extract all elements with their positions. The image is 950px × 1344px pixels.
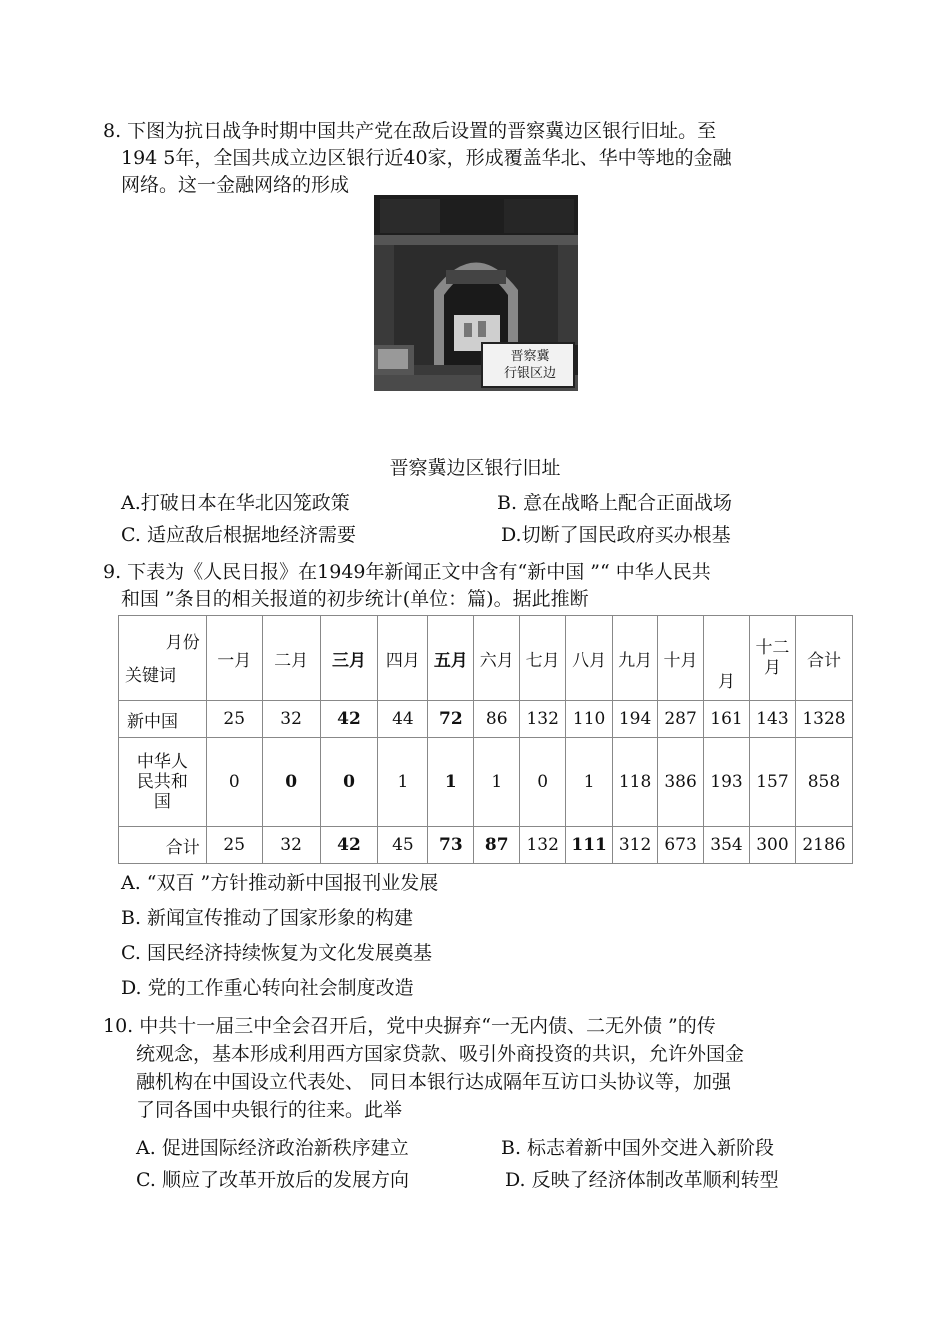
q10-option-a[interactable]: A. 促进国际经济政治新秩序建立 xyxy=(136,1137,409,1159)
table-cell: 87 xyxy=(474,827,520,864)
bank-site-photo xyxy=(374,195,578,391)
q10-option-b[interactable]: B. 标志着新中国外交进入新阶段 xyxy=(501,1137,775,1159)
month-header: 四月 xyxy=(378,616,428,701)
q8-stem-line2: 194 5年，全国共成立边区银行近40家，形成覆盖华北、华中等地的金融 xyxy=(121,147,732,169)
row-label: 新中国 xyxy=(119,701,207,738)
corner-month-label: 月份 xyxy=(165,633,200,653)
q9-stem-line1: 9. 下表为《人民日报》在1949年新闻正文中含有“新中国 ”“ 中华人民共 xyxy=(103,561,711,583)
table-cell: 1 xyxy=(474,738,520,827)
row-label: 合计 xyxy=(119,827,207,864)
month-header: 二月 xyxy=(262,616,320,701)
table-cell: 673 xyxy=(658,827,704,864)
table-cell: 1 xyxy=(378,738,428,827)
month-header: 八月 xyxy=(566,616,613,701)
q10-option-d[interactable]: D. 反映了经济体制改革顺利转型 xyxy=(505,1169,779,1191)
month-header: 三月 xyxy=(320,616,378,701)
table-cell: 44 xyxy=(378,701,428,738)
table-row xyxy=(119,827,853,864)
month-header: 九月 xyxy=(613,616,658,701)
month-header: 十二 月 xyxy=(749,616,795,701)
table-header-row xyxy=(119,616,853,701)
row-label: 中华人 民共和 国 xyxy=(119,738,207,827)
table-cell: 194 xyxy=(613,701,658,738)
table-cell: 25 xyxy=(206,827,262,864)
q8-option-a[interactable]: A.打破日本在华北囚笼政策 xyxy=(121,492,350,514)
table-row xyxy=(119,701,853,738)
table-cell: 157 xyxy=(749,738,795,827)
q9-option-d[interactable]: D. 党的工作重心转向社会制度改造 xyxy=(121,977,414,999)
table-cell: 25 xyxy=(206,701,262,738)
table-corner-cell xyxy=(119,616,207,701)
q10-stem-line4: 了同各国中央银行的往来。此举 xyxy=(136,1099,403,1121)
table-cell: 312 xyxy=(613,827,658,864)
photo-caption: 晋察冀边区银行旧址 xyxy=(389,457,561,479)
table-cell: 42 xyxy=(320,827,378,864)
table-cell: 132 xyxy=(520,827,566,864)
month-header: 五月 xyxy=(428,616,474,701)
table-cell: 45 xyxy=(378,827,428,864)
table-cell: 2186 xyxy=(795,827,852,864)
table-cell: 143 xyxy=(749,701,795,738)
q9-option-c[interactable]: C. 国民经济持续恢复为文化发展奠基 xyxy=(121,942,432,964)
table-row xyxy=(119,738,853,827)
table-cell: 73 xyxy=(428,827,474,864)
q8-option-b[interactable]: B. 意在战略上配合正面战场 xyxy=(497,492,733,514)
corner-keyword-label: 关键词 xyxy=(125,666,176,686)
month-header: 十月 xyxy=(658,616,704,701)
table-cell: 858 xyxy=(795,738,852,827)
table-cell: 287 xyxy=(658,701,704,738)
table-cell: 32 xyxy=(262,827,320,864)
q9-stem-line2: 和国 ”条目的相关报道的初步统计(单位：篇)。据此推断 xyxy=(121,588,589,610)
statistics-table xyxy=(118,615,853,864)
table-cell: 0 xyxy=(206,738,262,827)
table-cell: 0 xyxy=(320,738,378,827)
q10-stem-line1: 10. 中共十一届三中全会召开后，党中央摒弃“一无内债、二无外债 ”的传 xyxy=(103,1015,716,1037)
table-cell: 1328 xyxy=(795,701,852,738)
q8-stem-line1: 8. 下图为抗日战争时期中国共产党在敌后设置的晋察冀边区银行旧址。至 xyxy=(103,120,717,142)
month-header: 六月 xyxy=(474,616,520,701)
q8-option-c[interactable]: C. 适应敌后根据地经济需要 xyxy=(121,524,356,546)
table-cell: 0 xyxy=(262,738,320,827)
table-cell: 132 xyxy=(520,701,566,738)
table-cell: 111 xyxy=(566,827,613,864)
table-cell: 386 xyxy=(658,738,704,827)
table-cell: 0 xyxy=(520,738,566,827)
table-cell: 42 xyxy=(320,701,378,738)
q10-stem-line2: 统观念，基本形成利用西方国家贷款、吸引外商投资的共识，允许外国金 xyxy=(136,1043,745,1065)
table-cell: 86 xyxy=(474,701,520,738)
table-cell: 300 xyxy=(749,827,795,864)
month-header: 月 xyxy=(704,616,750,701)
table-cell: 193 xyxy=(704,738,750,827)
month-header: 七月 xyxy=(520,616,566,701)
table-cell: 354 xyxy=(704,827,750,864)
q9-option-b[interactable]: B. 新闻宣传推动了国家形象的构建 xyxy=(121,907,414,929)
table-cell: 72 xyxy=(428,701,474,738)
table-cell: 110 xyxy=(566,701,613,738)
q8-option-d[interactable]: D.切断了国民政府买办根基 xyxy=(501,524,731,546)
q8-stem-line3: 网络。这一金融网络的形成 xyxy=(121,174,350,196)
total-header: 合计 xyxy=(795,616,852,701)
q10-option-c[interactable]: C. 顺应了改革开放后的发展方向 xyxy=(136,1169,409,1191)
photo-sign-line1: 晋察冀 xyxy=(510,349,550,364)
month-header: 一月 xyxy=(206,616,262,701)
q9-option-a[interactable]: A. “双百 ”方针推动新中国报刊业发展 xyxy=(121,872,439,894)
table-cell: 118 xyxy=(613,738,658,827)
q10-stem-line3: 融机构在中国设立代表处、 同日本银行达成隔年互访口头协议等，加强 xyxy=(136,1071,732,1093)
table-cell: 1 xyxy=(428,738,474,827)
table-cell: 161 xyxy=(704,701,750,738)
photo-sign-line2: 行银区边 xyxy=(503,366,556,381)
table-cell: 1 xyxy=(566,738,613,827)
table-cell: 32 xyxy=(262,701,320,738)
